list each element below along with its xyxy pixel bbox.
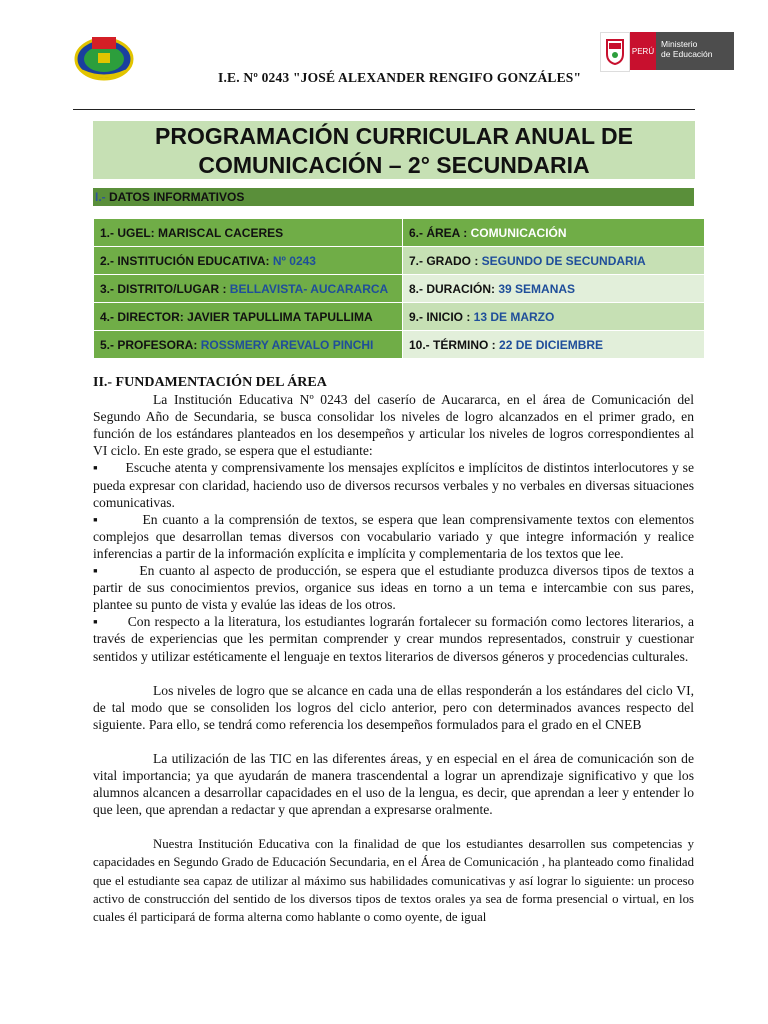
school-name: I.E. Nº 0243 "JOSÉ ALEXANDER RENGIFO GONZÁLES" [218,70,582,85]
info-cell: 5.- PROFESORA: ROSSMERY AREVALO PINCHI [94,331,403,359]
info-table [93,218,705,359]
info-cell: 3.- DISTRITO/LUGAR : BELLAVISTA- AUCARARCA [94,275,403,303]
section-heading-datos: I.- DATOS INFORMATIVOS [93,188,694,206]
info-cell: 7.- GRADO : SEGUNDO DE SECUNDARIA [403,247,705,275]
list-item: ▪ Con respecto a la literatura, los estudiantes lograrán fortalecer su formación como lectores literarios, a través de experiencias que les permitan comprender y crear mundos representados, construir y cuestionar sentidos y utilizar estéticamente el lenguaje en textos literarios de diversos géneros y procedencias culturales. [93,614,694,664]
info-cell: 10.- TÉRMINO : 22 DE DICIEMBRE [403,331,705,359]
header-divider [73,109,695,110]
info-row [94,275,705,303]
info-row [94,219,705,247]
info-row [94,331,705,359]
document-title: PROGRAMACIÓN CURRICULAR ANUAL DE COMUNICACIÓN – 2° SECUNDARIA [93,121,695,179]
info-cell: 2.- INSTITUCIÓN EDUCATIVA: Nº 0243 [94,247,403,275]
paragraph: La Institución Educativa Nº 0243 del caserío de Aucararca, en el área de Comunicación del Segundo Año de Secundaria, se busca consolidar los niveles de logro alcanzados en el primer grado, en función de los estándares planteados en los desempeños y articular los niveles de logros correspondientes al VI ciclo. En este grado, se espera que el estudiante: [93,392,694,459]
list-item: ▪ En cuanto a la comprensión de textos, se espera que lean comprensivamente textos con elementos complejos que desarrollan temas diversos con vocabulario variado y que integre información y realice inferencias a partir de la información explícita e implícita y complementaria de los textos que lee. [93,511,694,561]
list-item: ▪ Escuche atenta y comprensivamente los mensajes explícitos e implícitos de distintos interlocutores y se pueda expresar con claridad, haciendo uso de diversos recursos verbales y no verbales en diversas situaciones comunicativas. [93,460,694,510]
info-cell: 8.- DURACIÓN: 39 SEMANAS [403,275,705,303]
school-logo [74,35,134,81]
paragraph: La utilización de las TIC en las diferentes áreas, y en especial en el área de comunicación son de vital importancia; ya que ayudarán de manera trascendental a lograr un aprendizaje significativo y que los alumnos alcancen a desarrollar capacidades en el uso de la lengua, es decir, que aprendan a leer y entender lo que leen, que aprendan a redactar y que aprendan a expresarse oralmente. [93,750,694,818]
ministry-logo [600,32,734,70]
info-row [94,303,705,331]
info-row [94,247,705,275]
info-cell: 4.- DIRECTOR: JAVIER TAPULLIMA TAPULLIMA [94,303,403,331]
paragraph: Los niveles de logro que se alcance en cada una de ellas responderán a los estándares del ciclo VI, de tal modo que se consoliden los logros del ciclo anterior, pero con determinados avances respecto del siguiente. Para ello, se tendrá como referencia los desempeños formulados para el grado en el CNEB [93,682,694,732]
info-cell: 9.- INICIO : 13 DE MARZO [403,303,705,331]
ministry-name: Ministerio de Educación [656,32,734,70]
ministry-country: PERÚ [630,32,656,70]
list-item: ▪ En cuanto al aspecto de producción, se espera que el estudiante produzca diversos tipos de textos a partir de sus conocimientos previos, organice sus ideas en torno a un tema e intercambie con sus pares, plantee su punto de vista y evalúe las ideas de los otros. [93,563,694,613]
section-heading-fundamentacion: II.- FUNDAMENTACIÓN DEL ÁREA [93,375,327,390]
paragraph: Nuestra Institución Educativa con la finalidad de que los estudiantes desarrollen sus competencias y capacidades en Segundo Grado de Educación Secundaria, en el Área de Comunicación , ha planteado como finalidad que el estudiante sea capaz de utilizar al máximo sus habilidades comunicativas y así lograr lo siguiente: un proceso activo de construcción del sentido de los diversos tipos de textos orales ya sea de forma presencial o virtual, en los cuales él participará de forma alterna como hablante o como oyente, de igual [93,837,694,925]
peru-shield-icon [600,32,630,72]
fundamentacion-section [93,374,694,926]
info-cell: 6.- ÁREA : COMUNICACIÓN [403,219,705,247]
info-cell: 1.- UGEL: MARISCAL CACERES [94,219,403,247]
